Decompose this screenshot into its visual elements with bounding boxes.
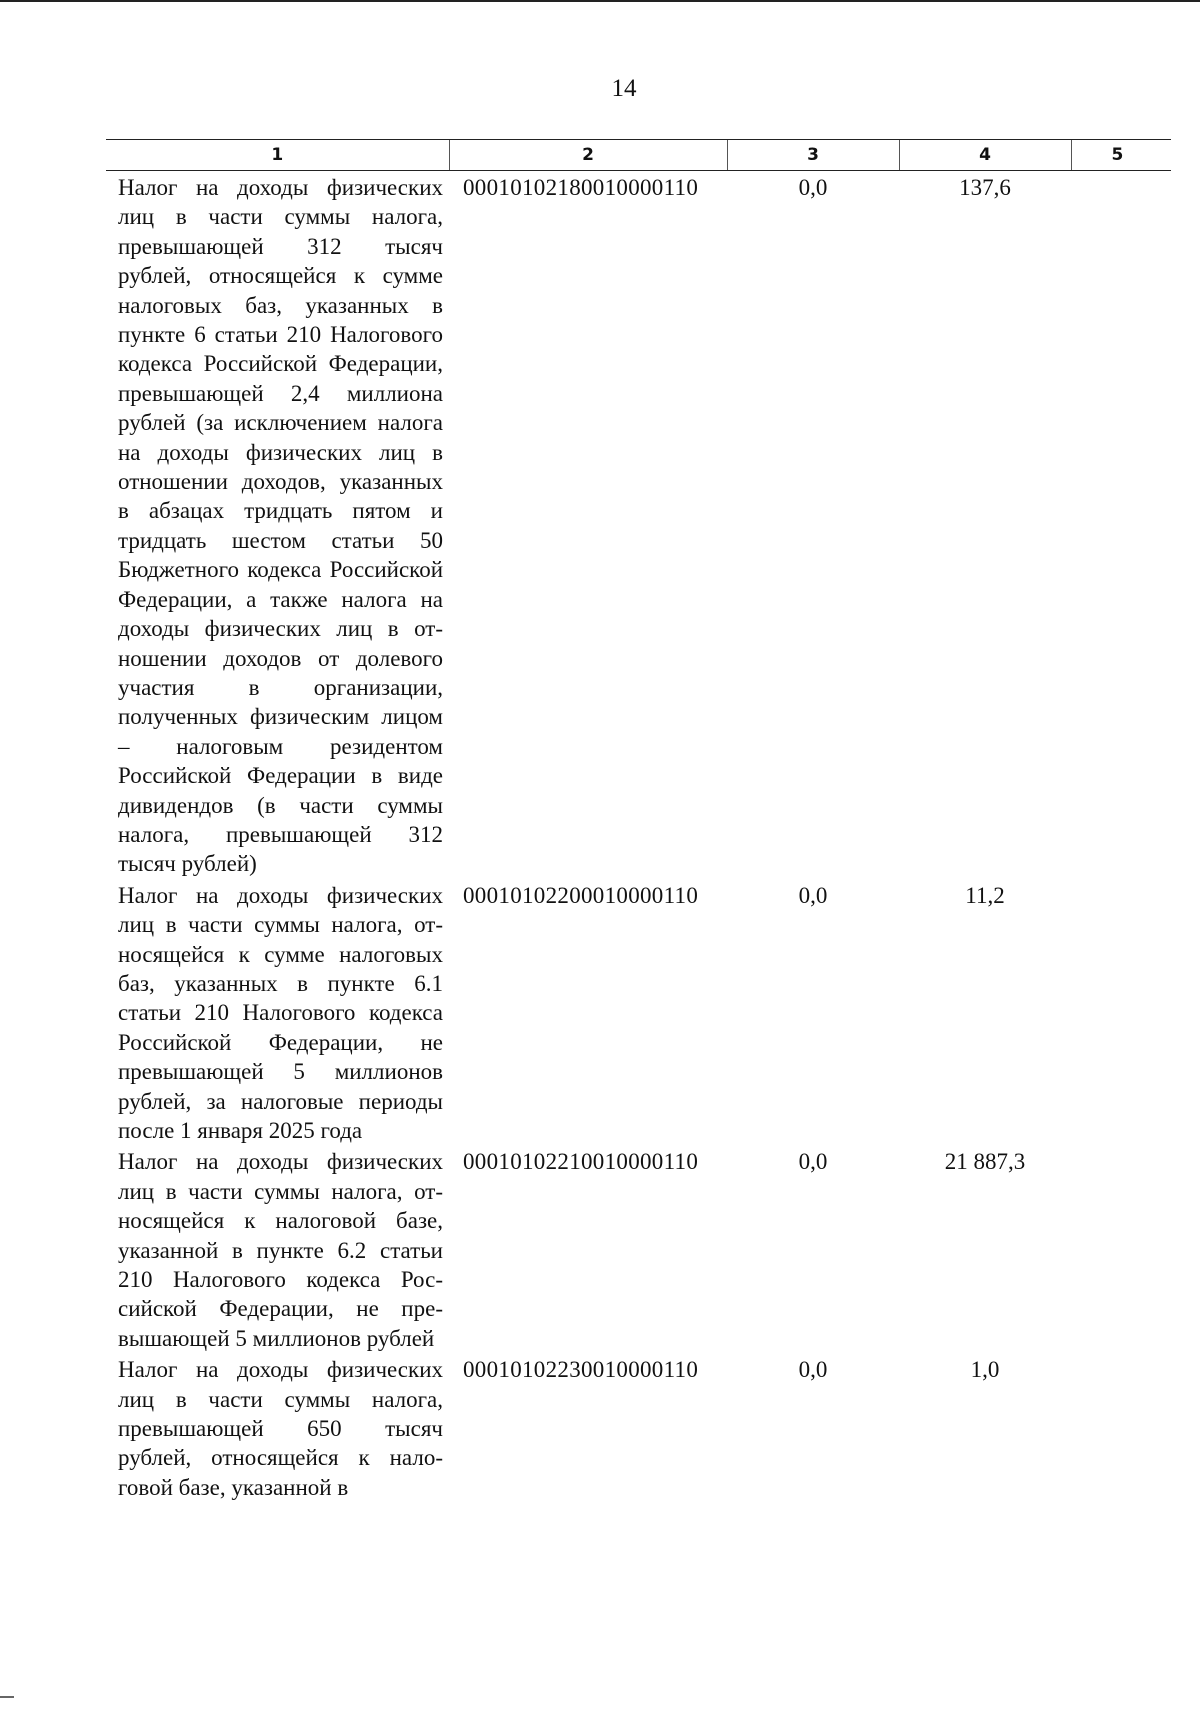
scan-top-edge	[0, 0, 1200, 2]
scan-speck	[0, 1696, 14, 1698]
row-col4-value: 137,6	[959, 175, 1011, 200]
row-code: 00010102200010000110	[463, 882, 699, 908]
row-col3-value: 0,0	[798, 1149, 828, 1175]
row-col3-value: 0,0	[798, 175, 828, 200]
row-code: 00010102180010000110	[463, 175, 699, 200]
row-col3-value: 0,0	[798, 1357, 828, 1383]
row-name: Налог на доходы физических лиц в части суммы налога, относящейся к налоговой базе, указанной в пункте 6.2 статьи 210 Налогового кодекса Российской Федерации, не превышающей 5 миллионов рублей	[118, 1149, 443, 1351]
page-number: 14	[611, 75, 637, 102]
row-col4-value: 11,2	[965, 882, 1005, 908]
row-col5-value	[1071, 879, 1171, 1146]
row-col5-value	[1071, 1353, 1171, 1502]
row-col3-value: 0,0	[798, 882, 828, 908]
table-body	[106, 171, 1171, 1503]
table-header	[106, 140, 1171, 171]
row-col5-value	[1071, 1145, 1171, 1353]
header-col-4: 4	[899, 140, 1071, 171]
row-col5-value	[1071, 171, 1171, 879]
row-name: Налог на доходы физических лиц в части суммы налога, превышающей 650 тысяч рублей, относящейся к налоговой базе, указанной в	[118, 1357, 443, 1500]
header-col-5: 5	[1071, 140, 1171, 171]
table-row	[106, 171, 1171, 879]
row-name: Налог на доходы физических лиц в части суммы налога, превышающей 312 тысяч рублей, относящейся к сумме налоговых баз, указанных в пункте 6 статьи 210 Налогового кодекса Российской Федерации, превышающей 2,4 миллиона рублей (за исключением налога на доходы физических лиц в отношении доходов, указанных в абзацах тридцать пятом и тридцать шестом статьи 50 Бюджетного кодекса Российской Федерации, а также налога на доходы физических лиц в отношении доходов от долевого участия в организации, полученных физическим лицом – налоговым резидентом Российской Федерации в виде дивидендов (в части суммы налога, превышающей 312 тысяч рублей)	[118, 175, 443, 877]
row-name: Налог на доходы физических лиц в части суммы налога, относящейся к сумме налоговых баз, указанных в пункте 6.1 статьи 210 Налогового кодекса Российской Федерации, не превышающей 5 миллионов рублей, за налоговые периоды после 1 января 2025 года	[118, 882, 443, 1143]
table-row	[106, 1353, 1171, 1502]
row-col4-value: 21 887,3	[944, 1149, 1026, 1175]
row-code: 00010102210010000110	[463, 1149, 699, 1175]
header-col-3: 3	[727, 140, 899, 171]
budget-revenue-table	[106, 139, 1171, 1502]
header-col-1: 1	[106, 140, 449, 171]
row-code: 00010102230010000110	[463, 1357, 699, 1383]
header-col-2: 2	[449, 140, 727, 171]
row-col4-value: 1,0	[970, 1357, 1000, 1383]
table-row	[106, 1145, 1171, 1353]
header-row	[106, 140, 1171, 171]
table-row	[106, 879, 1171, 1146]
